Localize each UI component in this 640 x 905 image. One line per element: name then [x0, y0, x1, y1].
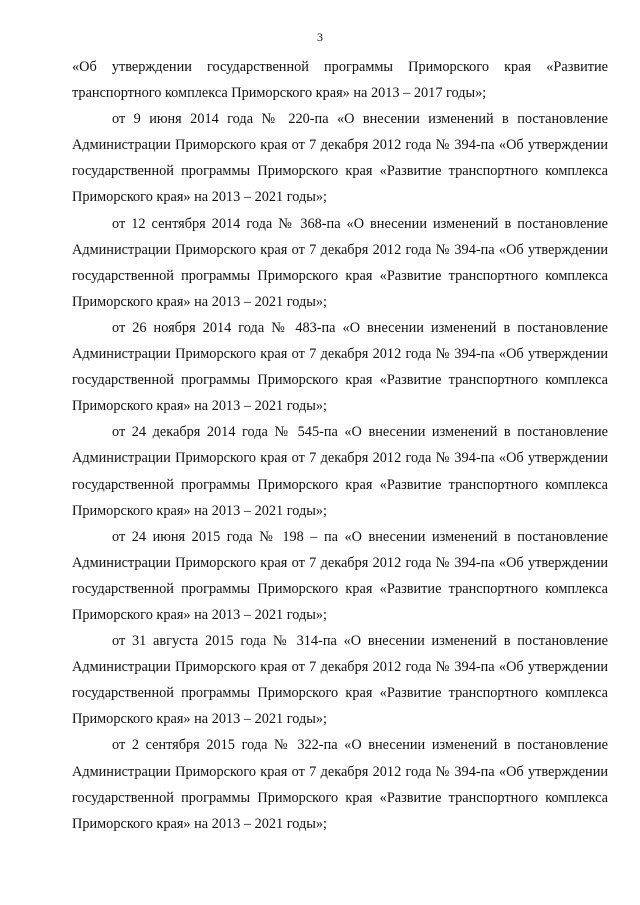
paragraph-resolution-198: от 24 июня 2015 года № 198 – па «О внесении изменений в постановление Администрации Приморского края от 7 декабря 2012 года № 394-па «Об утверждении государственной программы Приморского края «Развитие транспортного комплекса Приморского края» на 2013 – 2021 годы»;	[72, 528, 608, 623]
paragraph-resolution-314: от 31 августа 2015 года № 314-па «О внесении изменений в постановление Администрации Приморского края от 7 декабря 2012 года № 394-па «Об утверждении государственной программы Приморского края «Развитие транспортного комплекса Приморского края» на 2013 – 2021 годы»;	[72, 633, 608, 728]
page-number: 3	[317, 30, 323, 44]
paragraph-program-title: «Об утверждении государственной программы Приморского края «Развитие транспортного комплекса Приморского края» на 2013 – 2017 годы»;	[72, 59, 608, 102]
paragraph-resolution-545: от 24 декабря 2014 года № 545-па «О внесении изменений в постановление Администрации Приморского края от 7 декабря 2012 года № 394-па «Об утверждении государственной программы Приморского края «Развитие транспортного комплекса Приморского края» на 2013 – 2021 годы»;	[72, 424, 608, 519]
paragraph-resolution-322: от 2 сентября 2015 года № 322-па «О внесении изменений в постановление Администрации Приморского края от 7 декабря 2012 года № 394-па «Об утверждении государственной программы Приморского края «Развитие транспортного комплекса Приморского края» на 2013 – 2021 годы»;	[72, 737, 608, 832]
paragraph-resolution-483: от 26 ноября 2014 года № 483-па «О внесении изменений в постановление Администрации Приморского края от 7 декабря 2012 года № 394-па «Об утверждении государственной программы Приморского края «Развитие транспортного комплекса Приморского края» на 2013 – 2021 годы»;	[72, 319, 608, 415]
paragraph-resolution-220: от 9 июня 2014 года № 220-па «О внесении изменений в постановление Администрации Приморского края от 7 декабря 2012 года № 394-па «Об утверждении государственной программы Приморского края «Развитие транспортного комплекса Приморского края» на 2013 – 2021 годы»;	[72, 111, 608, 206]
paragraph-resolution-368: от 12 сентября 2014 года № 368-па «О внесении изменений в постановление Администрации Приморского края от 7 декабря 2012 года № 394-па «Об утверждении государственной программы Приморского края «Развитие транспортного комплекса Приморского края» на 2013 – 2021 годы»;	[72, 215, 608, 310]
